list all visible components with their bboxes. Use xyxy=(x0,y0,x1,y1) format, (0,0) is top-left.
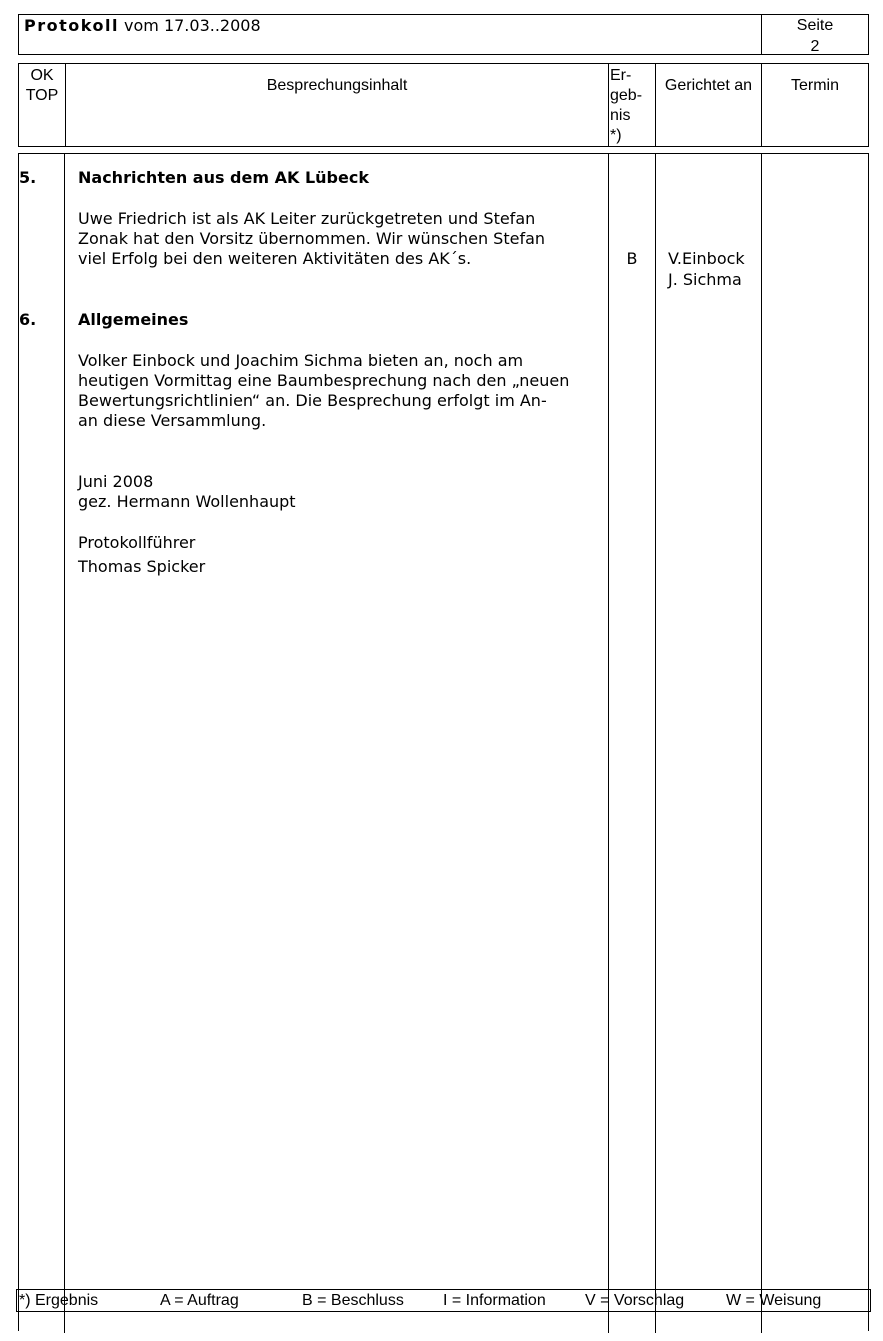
page-label: Seite xyxy=(796,17,834,34)
item-text-line: Zonak hat den Vorsitz übernommen. Wir wünschen Stefan xyxy=(78,229,546,248)
result-column-header-2: geb- xyxy=(610,87,643,104)
directed-to-column-header: Gerichtet an xyxy=(664,77,753,94)
item-directed-to: V.Einbock xyxy=(668,249,745,268)
item-number: 6. xyxy=(19,310,37,329)
item-text-line: Volker Einbock und Joachim Sichma bieten an, noch am xyxy=(78,351,524,370)
item-text-line: heutigen Vormittag eine Baumbesprechung nach den „neuen xyxy=(78,371,570,390)
recorder-role: Protokollführer xyxy=(78,533,196,552)
item-heading: Nachrichten aus dem AK Lübeck xyxy=(78,168,369,187)
ok-column-header: OK xyxy=(30,67,54,84)
content-column-header: Besprechungsinhalt xyxy=(266,77,408,94)
signature-date: Juni 2008 xyxy=(78,472,154,491)
result-column-header-4: *) xyxy=(610,127,622,144)
item-number: 5. xyxy=(19,168,37,187)
top-column-header: TOP xyxy=(25,87,59,104)
legend-vorschlag: V = Vorschlag xyxy=(585,1292,685,1309)
result-column-header-1: Er- xyxy=(610,67,632,84)
signature-signed: gez. Hermann Wollenhaupt xyxy=(78,492,296,511)
item-text-line: Bewertungsrichtlinien“ an. Die Besprechung erfolgt im An- xyxy=(78,391,547,410)
deadline-column-header: Termin xyxy=(790,77,839,94)
legend-result: *) Ergebnis xyxy=(19,1292,99,1309)
item-text-line: an diese Versammlung. xyxy=(78,411,267,430)
legend-beschluss: B = Beschluss xyxy=(302,1292,404,1309)
legend-auftrag: A = Auftrag xyxy=(160,1292,239,1309)
page-number: 2 xyxy=(810,38,820,55)
legend-weisung: W = Weisung xyxy=(726,1292,822,1309)
item-result: B xyxy=(626,249,638,268)
title-bold: Protokoll xyxy=(24,16,119,35)
item-heading: Allgemeines xyxy=(78,310,189,329)
item-text-line: viel Erfolg bei den weiteren Aktivitäten des AK´s. xyxy=(78,249,472,268)
item-directed-to: J. Sichma xyxy=(668,270,742,289)
document-title xyxy=(24,16,261,36)
title-date: vom 17.03..2008 xyxy=(124,16,261,35)
recorder-name: Thomas Spicker xyxy=(78,557,206,576)
result-column-header-3: nis xyxy=(610,107,631,124)
legend-information: I = Information xyxy=(443,1292,546,1309)
item-text-line: Uwe Friedrich ist als AK Leiter zurückgetreten und Stefan xyxy=(78,209,536,228)
